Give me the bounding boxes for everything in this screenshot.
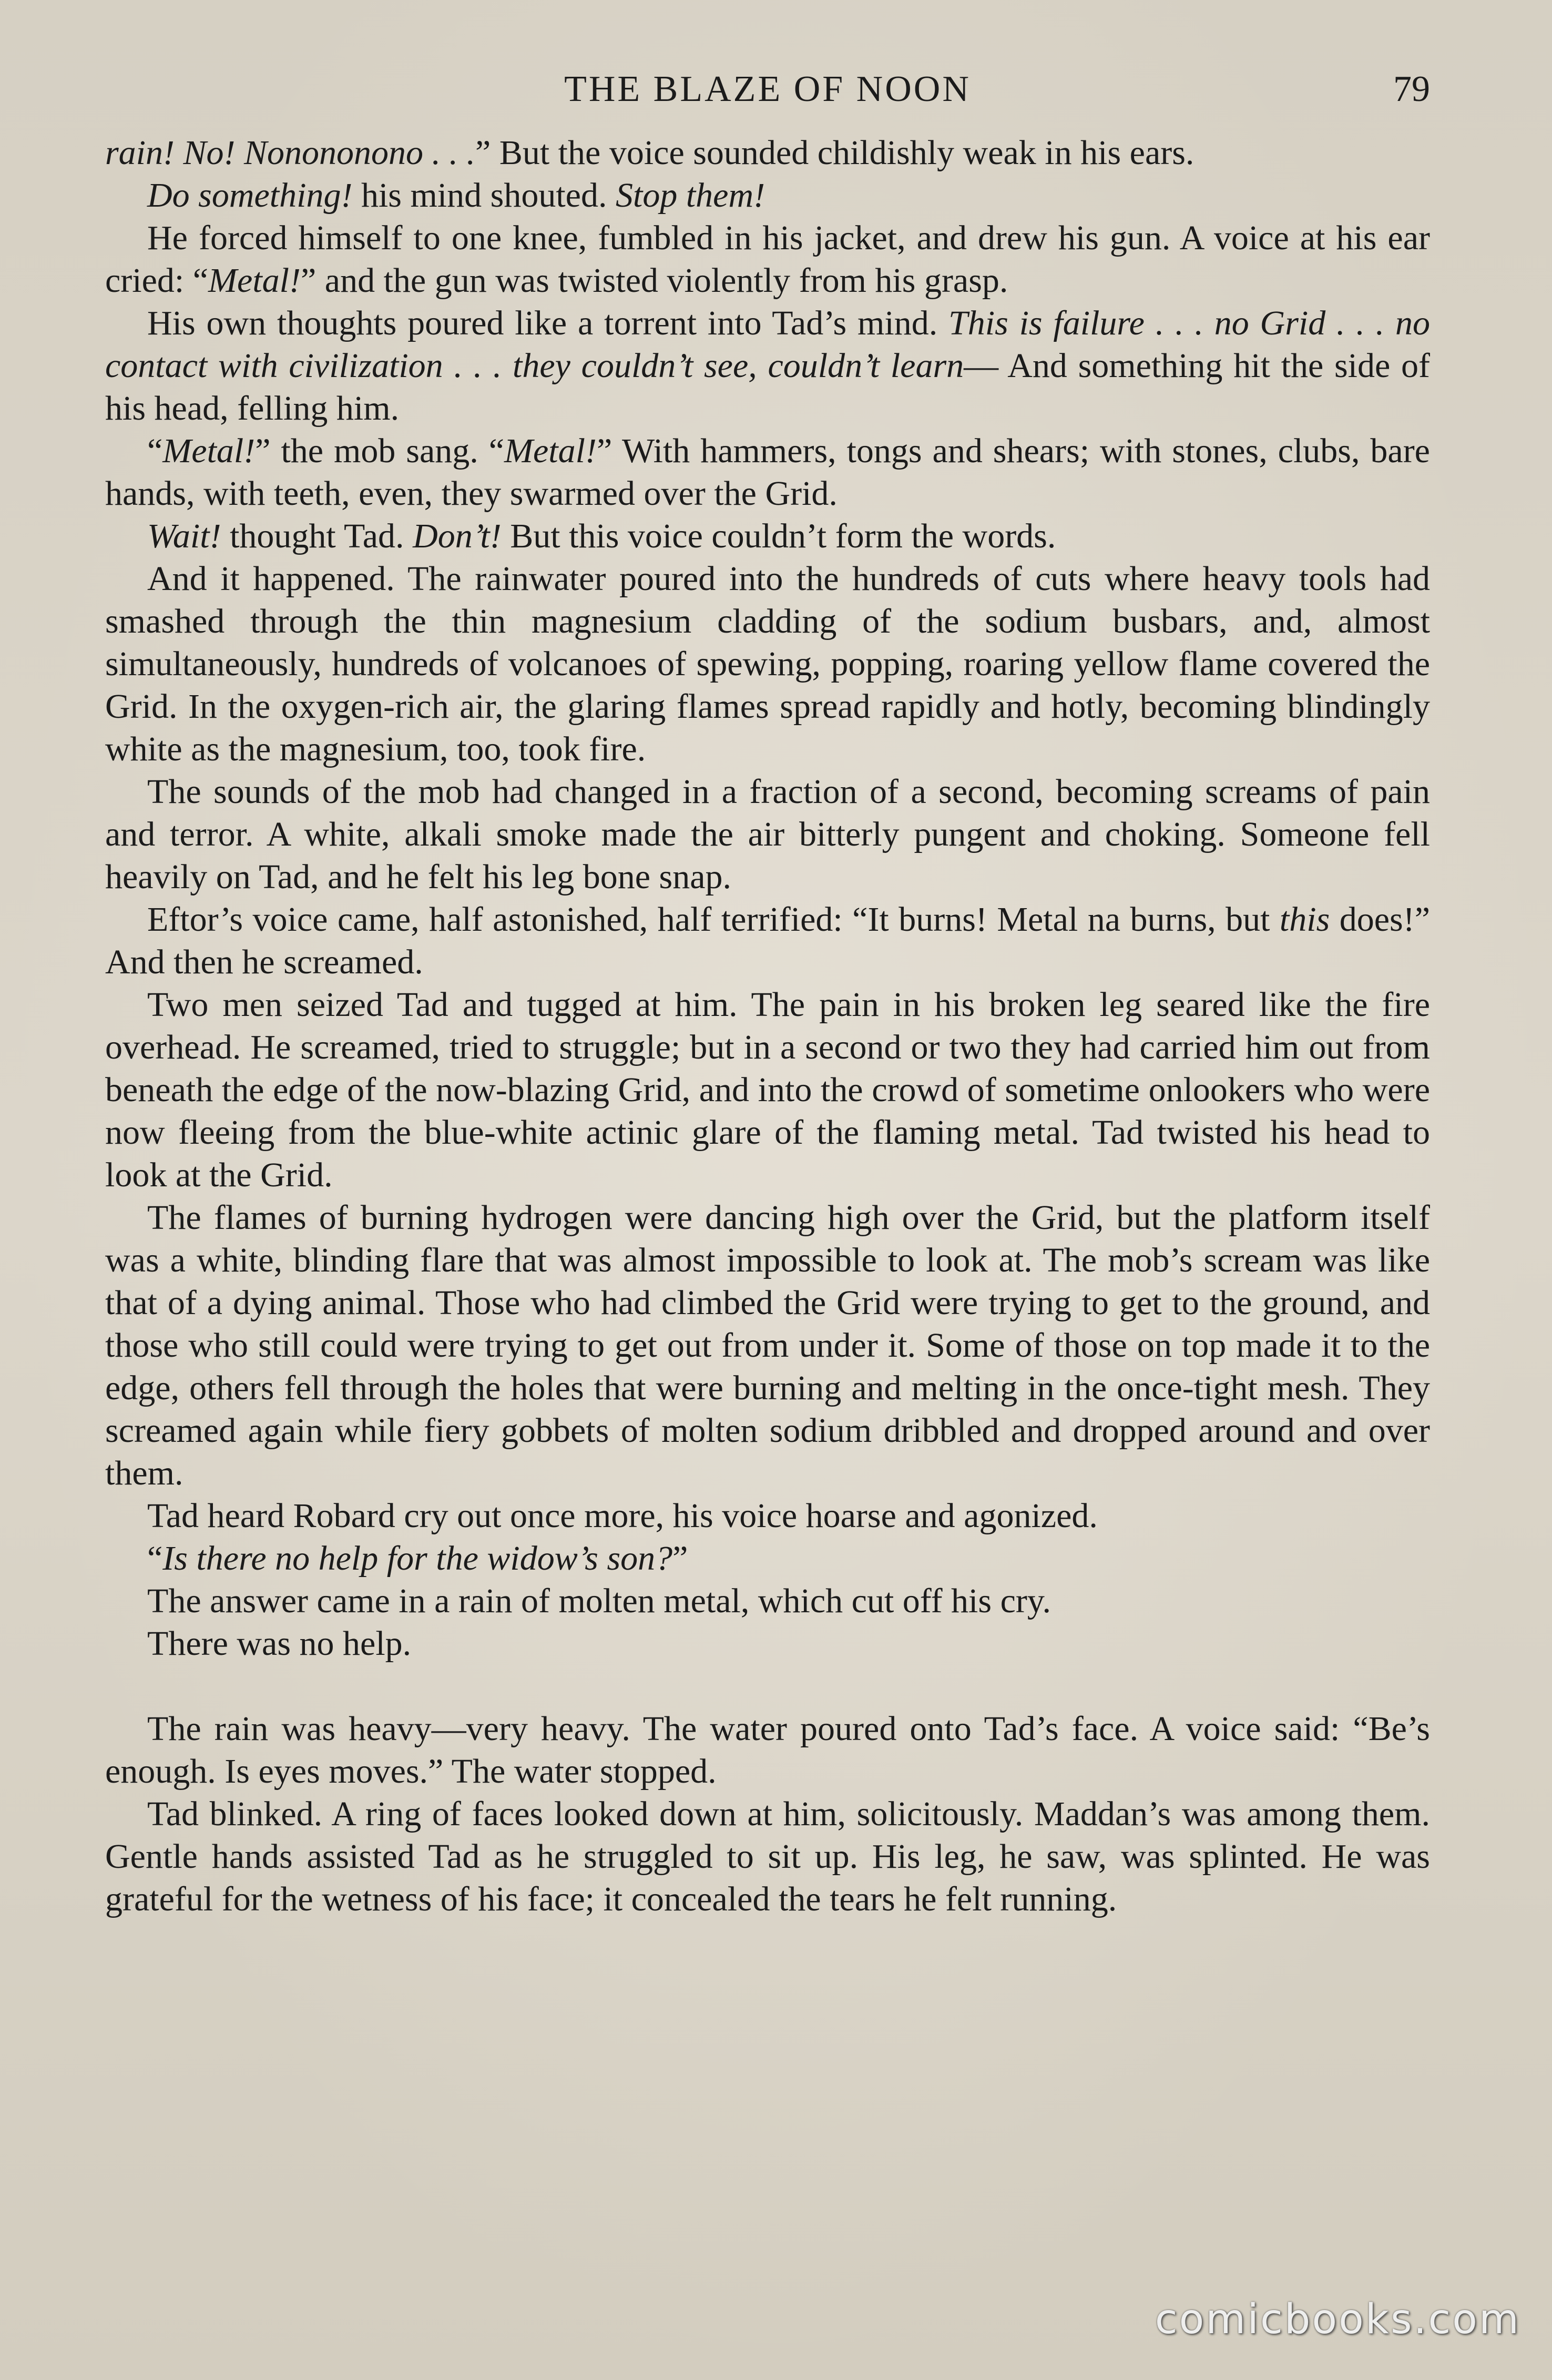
paragraph	[105, 515, 1430, 557]
italic-text: Metal!	[504, 432, 597, 470]
paragraph	[105, 302, 1430, 430]
paragraph	[105, 770, 1430, 898]
italic-text: Do something!	[147, 176, 353, 215]
text-run: But this voice couldn’t form the words.	[501, 517, 1056, 555]
running-title: THE BLAZE OF NOON	[564, 69, 971, 109]
italic-text: Wait!	[147, 517, 221, 555]
text-run: Tad blinked. A ring of faces looked down at him, solicitously. Maddan’s was among them. Gentle hands assisted Tad as he struggled to sit up. His leg, he saw, was splinted. He was grateful for the wetness of his face; it concealed the tears he felt running.	[105, 1795, 1430, 1918]
paragraph	[105, 557, 1430, 770]
text-run: — And something hit the side of his head, felling him.	[105, 347, 1430, 428]
paragraph	[105, 1793, 1430, 1920]
paragraph	[105, 1196, 1430, 1494]
text-run: ”	[672, 1539, 688, 1578]
paragraph	[105, 131, 1430, 174]
paragraph	[105, 430, 1430, 515]
text-run: The answer came in a rain of molten metal, which cut off his cry.	[147, 1582, 1051, 1620]
text-run: Tad heard Robard cry out once more, his voice hoarse and agonized.	[147, 1497, 1098, 1535]
text-run: thought Tad.	[221, 517, 413, 555]
text-run: The flames of burning hydrogen were dancing high over the Grid, but the platform itself was a white, blinding flare that was almost impossible to look at. The mob’s scream was like that of a dying animal. Those who had climbed the Grid were trying to get to the ground, and those who still could were trying to get out from under it. Some of those on top made it to the edge, others fell through the holes that were burning and melting in the once-tight mesh. They screamed again while fiery gobbets of molten sodium dribbled and dropped around and over them.	[105, 1198, 1430, 1492]
italic-text: Is there no help for the widow’s son?	[162, 1539, 673, 1578]
text-run: Two men seized Tad and tugged at him. The pain in his broken leg seared like the fire overhead. He screamed, tried to struggle; but in a second or two they had carried him out from beneath the edge of the now-blazing Grid, and into the crowd of sometime onlookers who were now fleeing from the blue-white actinic glare of the flaming metal. Tad twisted his head to look at the Grid.	[105, 985, 1430, 1194]
italic-text: Don’t!	[413, 517, 502, 555]
text-run: ” With hammers, tongs and shears; with stones, clubs, bare hands, with teeth, even, they swarmed over the Grid.	[105, 432, 1430, 513]
text-run: The rain was heavy—very heavy. The water poured onto Tad’s face. A voice said: “Be’s enough. Is eyes moves.” The water stopped.	[105, 1710, 1430, 1791]
italic-text: This is failure . . . no Grid . . . no contact with civilization . . . they couldn’t see, couldn’t learn	[105, 304, 1430, 385]
text-run: his mind shouted.	[352, 176, 616, 215]
section-break	[105, 1665, 1430, 1707]
paragraph	[105, 1707, 1430, 1793]
text-run: “	[147, 1539, 163, 1578]
text-run: ” But the voice sounded childishly weak in his ears.	[475, 134, 1194, 172]
text-run: He forced himself to one knee, fumbled in his jacket, and drew his gun. A voice at his ear cried: “	[105, 219, 1430, 300]
text-run: ” the mob sang. “	[255, 432, 504, 470]
text-run: His own thoughts poured like a torrent into Tad’s mind.	[147, 304, 949, 342]
text-run: “	[147, 432, 163, 470]
text-run: Eftor’s voice came, half astonished, half terrified: “It burns! Metal na burns, but	[147, 900, 1280, 939]
paragraph	[105, 898, 1430, 983]
text-run: And it happened. The rainwater poured into the hundreds of cuts where heavy tools had smashed through the thin magnesium cladding of the sodium busbars, and, almost simultaneously, hundreds of volcanoes of spewing, popping, roaring yellow flame covered the Grid. In the oxygen-rich air, the glaring flames spread rapidly and hotly, becoming blindingly white as the magnesium, too, took fire.	[105, 560, 1430, 768]
paragraph	[105, 1580, 1430, 1622]
page-header	[105, 68, 1430, 116]
paragraph	[105, 217, 1430, 302]
text-run: ” and the gun was twisted violently from his grasp.	[300, 261, 1008, 300]
watermark: comicbooks.com	[1155, 2296, 1520, 2343]
paragraph	[105, 1622, 1430, 1665]
text-run: does!” And then he screamed.	[105, 900, 1430, 981]
body-text	[105, 131, 1430, 1920]
italic-text: Metal!	[208, 261, 301, 300]
text-run: There was no help.	[147, 1624, 412, 1663]
page-number: 79	[1393, 69, 1430, 109]
paragraph	[105, 1494, 1430, 1537]
paragraph	[105, 174, 1430, 217]
text-run: The sounds of the mob had changed in a fraction of a second, becoming screams of pain and terror. A white, alkali smoke made the air bitterly pungent and choking. Someone fell heavily on Tad, and he felt his leg bone snap.	[105, 772, 1430, 896]
paragraph	[105, 983, 1430, 1196]
paragraph	[105, 1537, 1430, 1580]
italic-text: rain! No! Nonononono . . .	[105, 134, 476, 172]
italic-text: Stop them!	[615, 176, 765, 215]
italic-text: Metal!	[162, 432, 256, 470]
italic-text: this	[1279, 900, 1330, 939]
